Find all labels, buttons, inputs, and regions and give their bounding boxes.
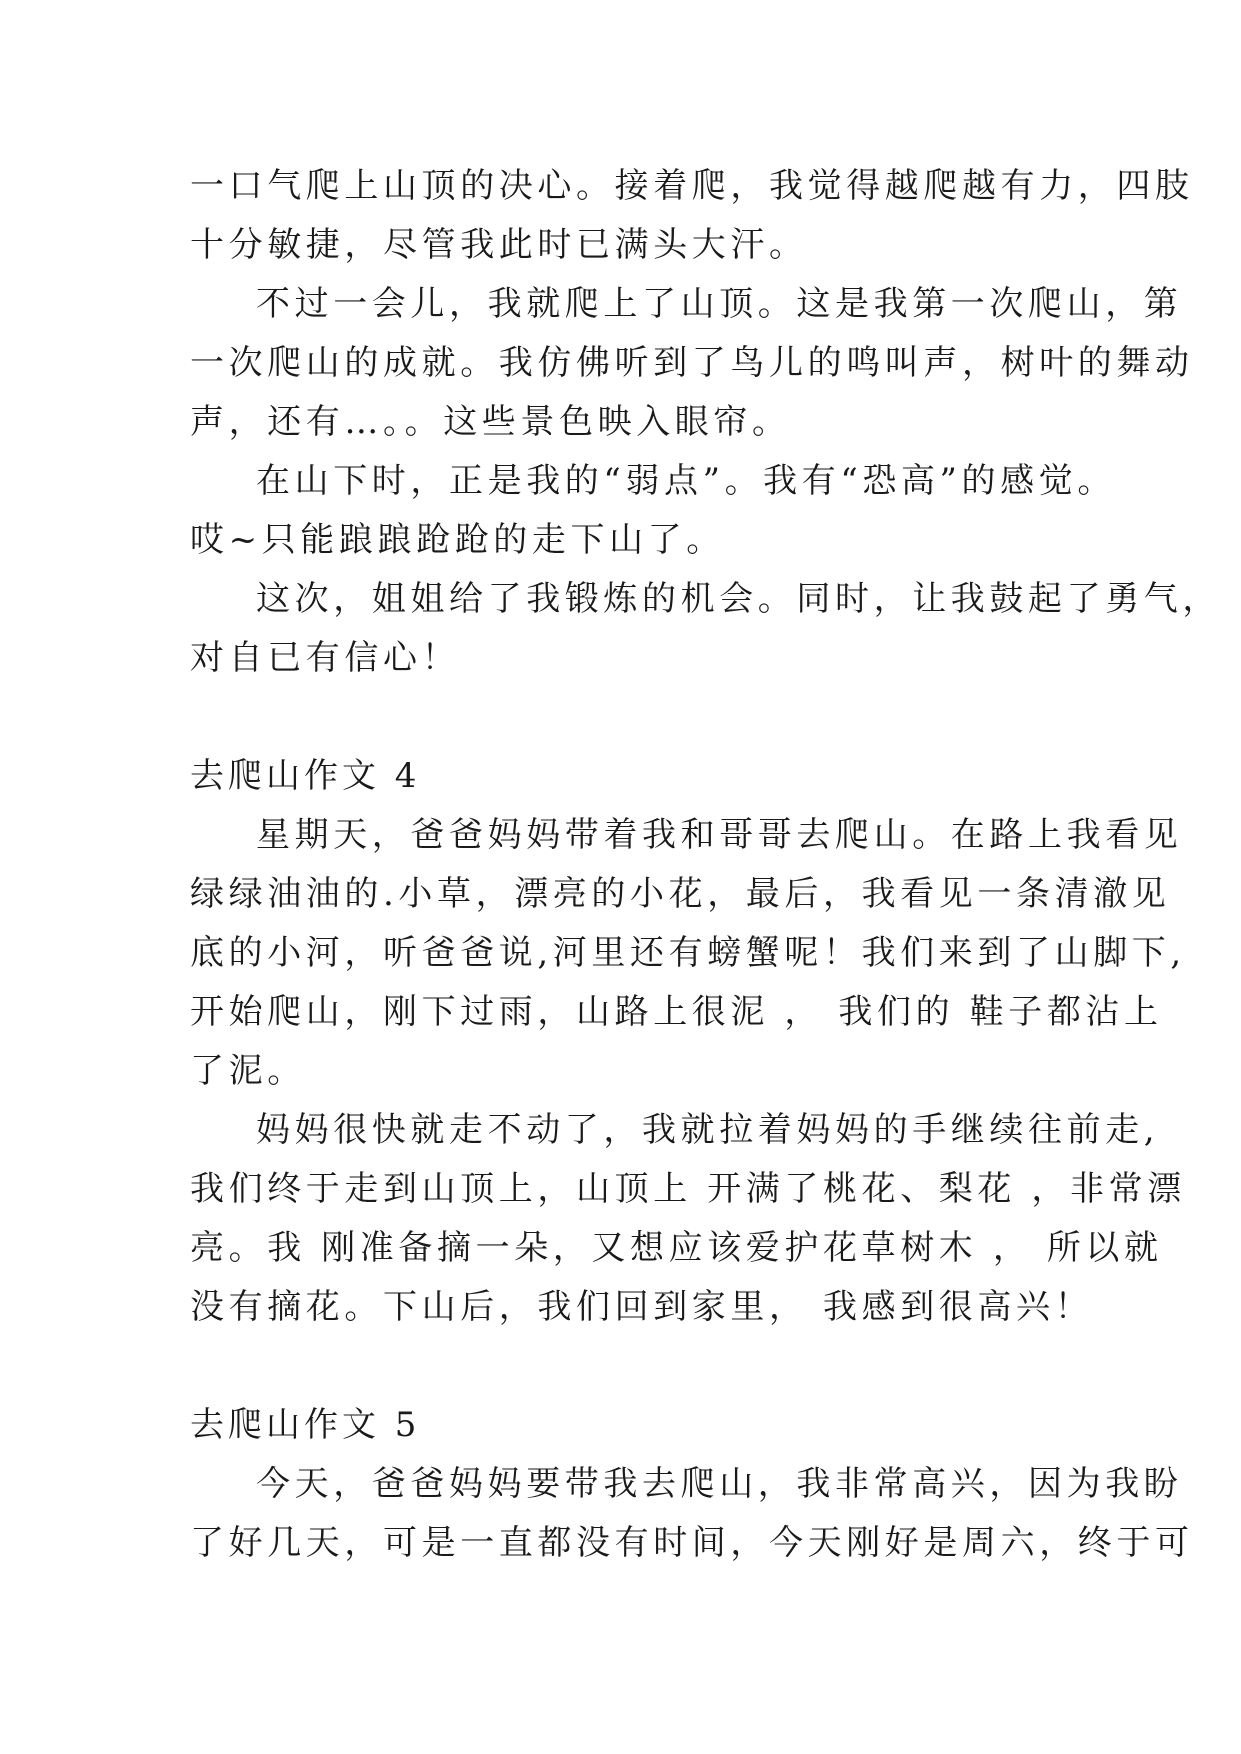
section-gap <box>190 1337 1070 1396</box>
text-line: 妈妈很快就走不动了，我就拉着妈妈的手继续往前走, <box>256 1110 1160 1150</box>
paragraph <box>190 1101 1186 1337</box>
text-line: 对自已有信心！ <box>190 638 461 678</box>
text-line: 我们终于走到山顶上，山顶上 开满了桃花、梨花 ，非常漂 <box>190 1169 1186 1209</box>
section-title: 去爬山作文 5 <box>190 1405 421 1445</box>
paragraph <box>190 157 1194 275</box>
text-line: 没有摘花。下山后，我们回到家里， 我感到很高兴！ <box>190 1287 1094 1327</box>
paragraph <box>190 1455 1194 1573</box>
text-line: 绿绿油油的.小草，漂亮的小花，最后，我看见一条清澈见 <box>190 874 1171 914</box>
text-line: 十分敏捷，尽管我此时已满头大汗。 <box>190 225 808 265</box>
text-line: 不过一会儿，我就爬上了山顶。这是我第一次爬山，第 <box>256 284 1183 324</box>
text-line: 哎~只能踉踉跄跄的走下山了。 <box>190 520 725 560</box>
paragraph <box>190 275 1194 452</box>
section-title: 去爬山作文 4 <box>190 756 421 796</box>
paragraph <box>190 452 1116 570</box>
text-line: 了泥。 <box>190 1051 306 1091</box>
text-line: 一次爬山的成就。我仿佛听到了鸟儿的鸣叫声，树叶的舞动 <box>190 343 1194 383</box>
text-line: 了好几天，可是一直都没有时间，今天刚好是周六，终于可 <box>190 1523 1194 1563</box>
text-line: 今天，爸爸妈妈要带我去爬山，我非常高兴，因为我盼 <box>256 1464 1183 1504</box>
page-content <box>190 157 1221 1573</box>
text-line: 声，还有…。。这些景色映入眼帘。 <box>190 402 791 442</box>
text-line: 一口气爬上山顶的决心。接着爬，我觉得越爬越有力，四肢 <box>190 166 1194 206</box>
text-line: 这次，姐姐给了我锻炼的机会。同时，让我鼓起了勇气， <box>256 579 1221 619</box>
text-line: 底的小河，听爸爸说,河里还有螃蟹呢！我们来到了山脚下, <box>190 933 1186 973</box>
paragraph <box>190 806 1186 1101</box>
paragraph <box>190 570 1221 688</box>
text-line: 亮。我 刚准备摘一朵，又想应该爱护花草树木 ， 所以就 <box>190 1228 1163 1268</box>
text-line: 在山下时，正是我的“弱点”。我有“恐高”的感觉。 <box>256 461 1116 501</box>
text-line: 开始爬山，刚下过雨，山路上很泥 ， 我们的 鞋子都沾上 <box>190 992 1163 1032</box>
text-line: 星期天，爸爸妈妈带着我和哥哥去爬山。在路上我看见 <box>256 815 1183 855</box>
section-gap <box>190 688 1070 747</box>
